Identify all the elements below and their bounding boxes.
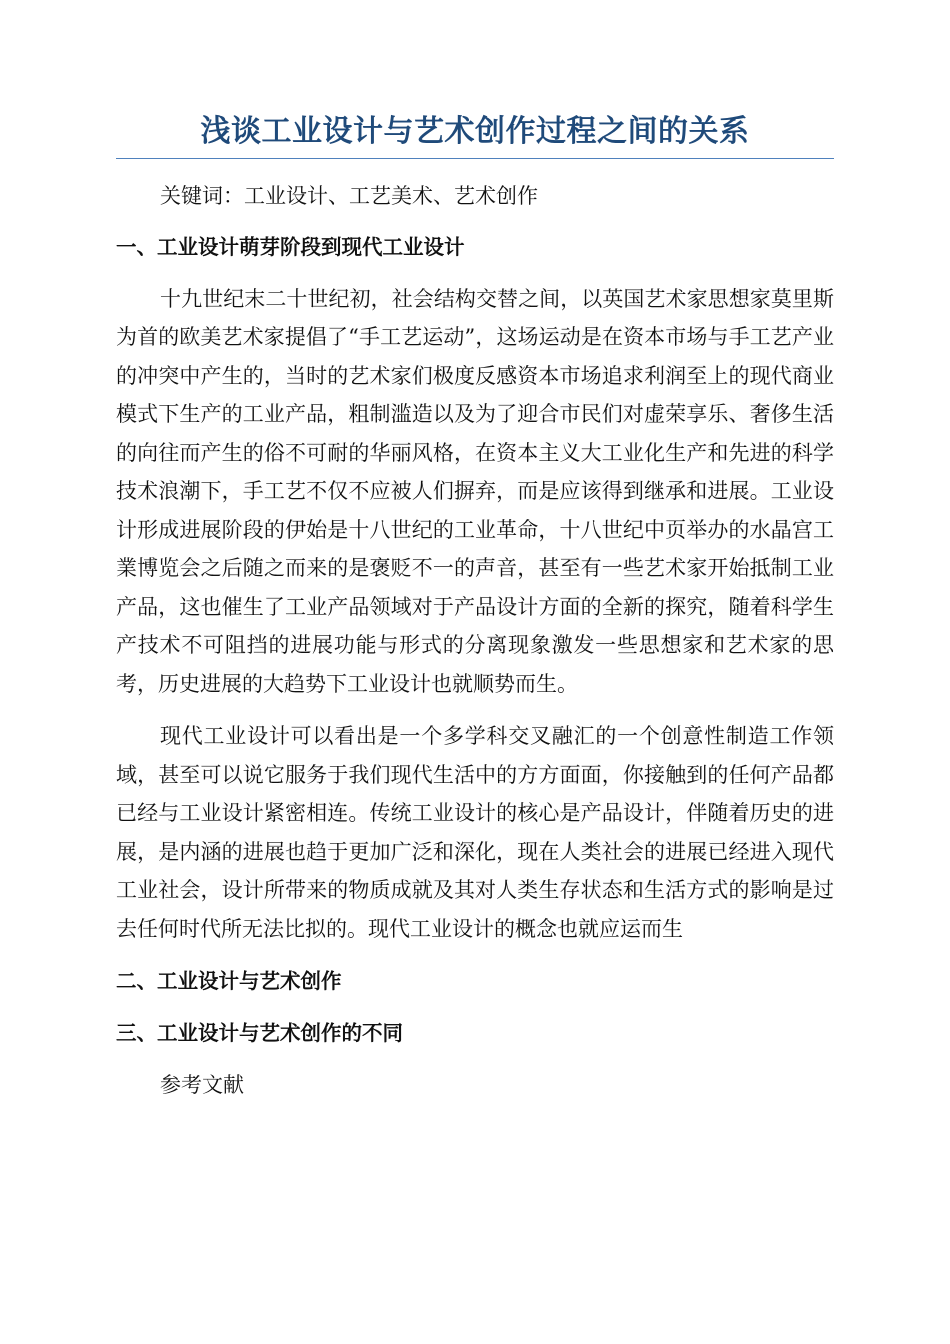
body-paragraph-1: 十九世纪末二十世纪初，社会结构交替之间，以英国艺术家思想家莫里斯为首的欧美艺术家提倡了“手工艺运动”，这场运动是在资本市场与手工艺产业的冲突中产生的，当时的艺术家们极度反感资本市场追求利润至上的现代商业模式下生产的工业产品，粗制滥造以及为了迎合市民们对虚荣享乐、奢侈生活的向往而产生的俗不可耐的华丽风格，在资本主义大工业化生产和先进的科学技术浪潮下，手工艺不仅不应被人们摒弃，而是应该得到继承和进展。工业设计形成进展阶段的伊始是十八世纪的工业革命，十八世纪中页举办的水晶宫工業博览会之后随之而来的是褒贬不一的声音，甚至有一些艺术家开始抵制工业产品，这也催生了工业产品领域对于产品设计方面的全新的探究，随着科学生产技术不可阻挡的进展功能与形式的分离现象激发一些思想家和艺术家的思考，历史进展的大趋势下工业设计也就顺势而生。: [116, 286, 834, 696]
body-paragraph-2: 现代工业设计可以看出是一个多学科交叉融汇的一个创意性制造工作领域，甚至可以说它服务于我们现代生活中的方方面面，你接触到的任何产品都已经与工业设计紧密相连。传统工业设计的核心是产品设计，伴随着历史的进展，是内涵的进展也趋于更加广泛和深化，现在人类社会的进展已经进入现代工业社会，设计所带来的物质成就及其对人类生存状态和生活方式的影响是过去任何时代所无法比拟的。现代工业设计的概念也就应运而生: [116, 724, 834, 941]
references-label: 参考文献: [160, 1073, 244, 1097]
document-title: 浅谈工业设计与艺术创作过程之间的关系: [116, 108, 834, 159]
keywords-line: 关键词：工业设计、工艺美术、艺术创作: [160, 184, 538, 208]
section-heading-3: 三、工业设计与艺术创作的不同: [116, 1021, 403, 1045]
document-page: [116, 108, 834, 1105]
section-heading-1: 一、工业设计萌芽阶段到现代工业设计: [116, 234, 465, 259]
section-heading-2: 二、工业设计与艺术创作: [116, 969, 342, 993]
